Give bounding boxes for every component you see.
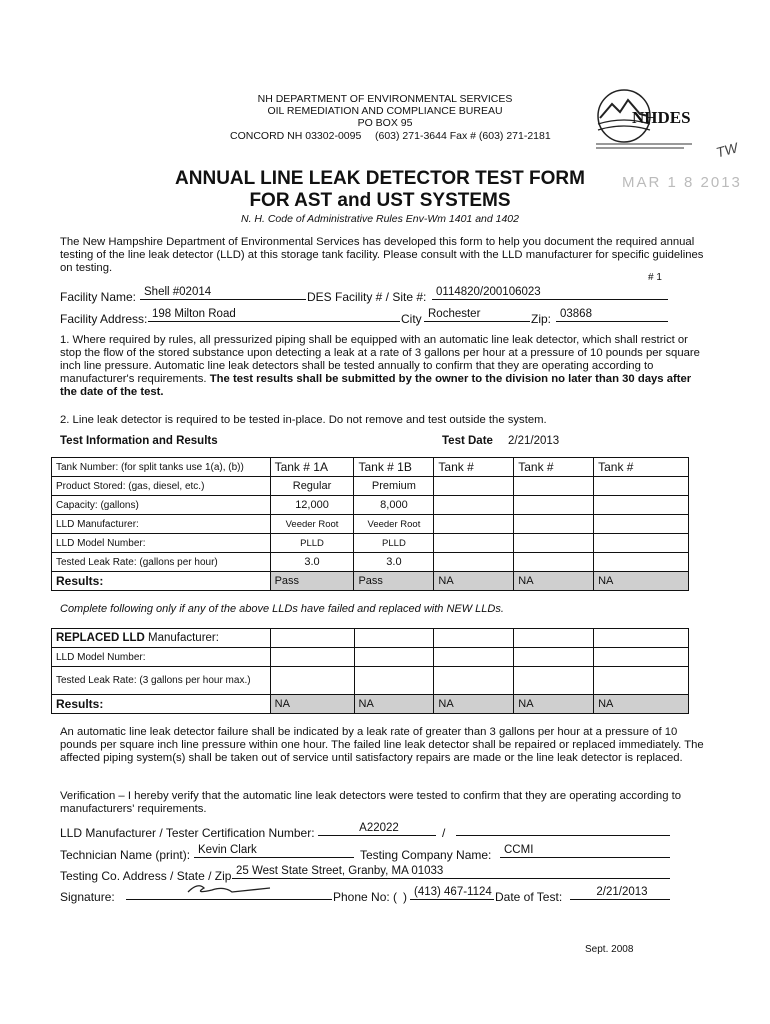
margin-mark: # 1 [648, 272, 662, 283]
phone-field[interactable]: (413) 467-1124 [410, 886, 494, 900]
table-cell[interactable] [354, 667, 434, 695]
header-phone: (603) 271-3644 Fax # (603) 271-2181 [375, 130, 551, 142]
signature-label: Signature: [60, 890, 115, 904]
table-cell[interactable] [514, 496, 594, 515]
table-cell[interactable] [514, 648, 594, 667]
table-cell[interactable] [434, 629, 514, 648]
row-label: Tested Leak Rate: (gallons per hour) [52, 553, 271, 572]
table-cell[interactable] [594, 648, 689, 667]
row-label-text: LLD Model Number: [56, 651, 146, 663]
form-title-line1: ANNUAL LINE LEAK DETECTOR TEST FORM [175, 168, 585, 189]
results-row [52, 572, 689, 591]
results-row [52, 695, 689, 714]
verification-paragraph: Verification – I hereby verify that the automatic line leak detectors were tested to confirm that they are operating according to manufacturers' requirements. [60, 790, 682, 815]
table-cell[interactable] [434, 496, 514, 515]
table-cell[interactable]: PLLD [270, 534, 354, 553]
results-label: Results: [52, 695, 271, 714]
table-cell[interactable] [434, 667, 514, 695]
form-title-line2: FOR AST and UST SYSTEMS [249, 190, 511, 211]
date-of-test-label: Date of Test: [495, 890, 563, 904]
result-cell[interactable]: Pass [270, 572, 354, 591]
table-cell[interactable] [434, 534, 514, 553]
nhdes-logo [588, 86, 698, 156]
table-cell[interactable] [270, 648, 354, 667]
results-label: Results: [52, 572, 271, 591]
table-cell[interactable] [270, 629, 354, 648]
row-label [52, 629, 271, 648]
phone-close-paren: ) [403, 890, 407, 904]
table-cell[interactable] [594, 629, 689, 648]
signature-field[interactable] [126, 886, 332, 900]
row-label [52, 667, 271, 695]
table-cell[interactable] [354, 648, 434, 667]
row-label [52, 648, 271, 667]
company-label: Testing Company Name: [360, 848, 492, 862]
table-row [52, 515, 689, 534]
header-line1: NH DEPARTMENT OF ENVIRONMENTAL SERVICES [257, 93, 513, 105]
rule-1-bold: The test results shall be submitted by the owner to the division no later than 30 days after the date of the test. [60, 373, 692, 398]
table-cell[interactable] [514, 515, 594, 534]
rule-1-text: 1. Where required by rules, all pressurized piping shall be equipped with an automatic line leak detector, which shall restrict or stop the flow of the stored substance upon detecting a leak at a rate of 3 gallons per hour at a pressure of 10 pounds per square inch line pressure. Automatic line leak detectors shall be tested annually to confirm that they are operating according to manufacturer's requirements. [60, 334, 700, 385]
table-cell[interactable]: 8,000 [354, 496, 434, 515]
table-cell[interactable]: Veeder Root [354, 515, 434, 534]
table-cell[interactable] [434, 648, 514, 667]
table-cell[interactable]: Regular [270, 477, 354, 496]
table-cell[interactable] [270, 667, 354, 695]
table-cell[interactable] [354, 629, 434, 648]
des-facility-label: DES Facility # / Site #: [307, 290, 427, 304]
table-row [52, 458, 689, 477]
received-stamp: MAR 1 8 2013 [622, 174, 742, 191]
rules-citation: N. H. Code of Administrative Rules Env-Wm 1401 and 1402 [241, 213, 519, 225]
table-cell[interactable] [434, 515, 514, 534]
handwritten-initials: TW [714, 139, 740, 161]
rule-1 [60, 334, 710, 399]
row-label-text: Manufacturer: [144, 632, 219, 644]
des-facility-field[interactable]: 0114820/200106023 [432, 286, 668, 300]
signature-scribble-icon [184, 882, 274, 898]
facility-address-field[interactable]: 198 Milton Road [148, 308, 400, 322]
result-cell[interactable]: NA [594, 695, 689, 714]
table-cell[interactable]: Tank # [434, 458, 514, 477]
table-cell[interactable] [594, 667, 689, 695]
city-field[interactable]: Rochester [424, 308, 530, 322]
facility-name-field[interactable]: Shell #02014 [140, 286, 306, 300]
result-cell[interactable]: NA [594, 572, 689, 591]
row-label: LLD Model Number: [52, 534, 271, 553]
phone-label: Phone No: ( [333, 890, 398, 904]
facility-address-label: Facility Address: [60, 312, 148, 326]
city-label: City [401, 312, 422, 326]
row-label-bold: REPLACED LLD [56, 632, 145, 644]
testing-address-field[interactable]: 25 West State Street, Granby, MA 01033 [232, 865, 670, 879]
cert-slash: / [442, 826, 446, 840]
table-cell[interactable]: Veeder Root [270, 515, 354, 534]
table-cell[interactable] [594, 496, 689, 515]
header-line3: PO BOX 95 [357, 117, 413, 129]
table-cell[interactable]: Tank # 1B [354, 458, 434, 477]
table-cell[interactable] [514, 534, 594, 553]
table-cell[interactable] [594, 534, 689, 553]
form-version: Sept. 2008 [585, 944, 634, 955]
cert-label: LLD Manufacturer / Tester Certification Number: [60, 826, 315, 840]
replaced-lld-table [51, 628, 689, 714]
tech-label: Technician Name (print): [60, 848, 191, 862]
row-label: Product Stored: (gas, diesel, etc.) [52, 477, 271, 496]
table-cell[interactable] [434, 477, 514, 496]
table-cell[interactable]: 3.0 [354, 553, 434, 572]
rule-2: 2. Line leak detector is required to be tested in-place. Do not remove and test outside the system. [60, 414, 547, 426]
result-cell[interactable]: NA [434, 695, 514, 714]
table-cell[interactable] [514, 629, 594, 648]
result-cell[interactable]: NA [354, 695, 434, 714]
zip-label: Zip: [531, 312, 552, 326]
table-cell[interactable] [434, 553, 514, 572]
table-note: Complete following only if any of the above LLDs have failed and replaced with NEW LLDs. [60, 603, 504, 615]
date-of-test-field[interactable]: 2/21/2013 [570, 886, 670, 900]
row-label: Capacity: (gallons) [52, 496, 271, 515]
table-cell[interactable]: Tank # [594, 458, 689, 477]
table-row [52, 629, 689, 648]
table-cell[interactable] [514, 553, 594, 572]
table-cell[interactable]: Premium [354, 477, 434, 496]
table-cell[interactable] [514, 667, 594, 695]
logo-text: NHDES [632, 108, 691, 127]
table-cell[interactable] [514, 477, 594, 496]
table-row [52, 667, 689, 695]
table-cell[interactable]: 12,000 [270, 496, 354, 515]
facility-name-label: Facility Name: [60, 290, 137, 304]
table-cell[interactable]: Tank # [514, 458, 594, 477]
header-city: CONCORD NH 03302-0095 [230, 130, 362, 142]
test-date-value: 2/21/2013 [508, 435, 560, 447]
table-row [52, 477, 689, 496]
table-row [52, 553, 689, 572]
row-label-text: Tested Leak Rate: (3 gallons per hour max.) [56, 675, 251, 686]
tech-field[interactable]: Kevin Clark [194, 844, 354, 858]
table-cell[interactable] [594, 477, 689, 496]
testing-address-label: Testing Co. Address / State / Zip [60, 869, 232, 883]
failure-paragraph: An automatic line leak detector failure shall be indicated by a leak rate of greater than 3 gallons per hour at a pressure of 10 pounds per square inch line pressure within one hour. The failed line leak detector shall be repaired or replaced immediately. The affected piping system(s) shall be taken out of service until satisfactory repairs are made or the line leak detector is replaced. [60, 726, 704, 764]
result-cell[interactable]: Pass [354, 572, 434, 591]
test-info-heading: Test Information and Results [60, 435, 218, 447]
cert-field[interactable]: A22022 [318, 822, 436, 836]
result-cell[interactable]: NA [434, 572, 514, 591]
result-cell[interactable]: NA [514, 572, 594, 591]
test-date-label: Test Date [442, 435, 493, 447]
table-cell[interactable]: Tank # 1A [270, 458, 354, 477]
table-cell[interactable]: PLLD [354, 534, 434, 553]
intro-paragraph: The New Hampshire Department of Environmental Services has developed this form to help you document the required annual testing of the line leak detector (LLD) at this storage tank facility. Please consult with the LLD manufacturer for specific guidelines on testing. [60, 236, 704, 274]
table-row [52, 496, 689, 515]
row-label: Tank Number: (for split tanks use 1(a), (b)) [52, 458, 271, 477]
zip-field[interactable]: 03868 [556, 308, 668, 322]
header-line2: OIL REMEDIATION AND COMPLIANCE BUREAU [267, 105, 503, 117]
test-results-table [51, 457, 689, 591]
result-cell[interactable]: NA [514, 695, 594, 714]
company-field[interactable]: CCMI [500, 844, 670, 858]
table-row [52, 648, 689, 667]
table-cell[interactable] [594, 553, 689, 572]
table-cell[interactable]: 3.0 [270, 553, 354, 572]
row-label: LLD Manufacturer: [52, 515, 271, 534]
result-cell[interactable]: NA [270, 695, 354, 714]
cert-field-2[interactable] [456, 822, 670, 836]
table-cell[interactable] [594, 515, 689, 534]
table-row [52, 534, 689, 553]
